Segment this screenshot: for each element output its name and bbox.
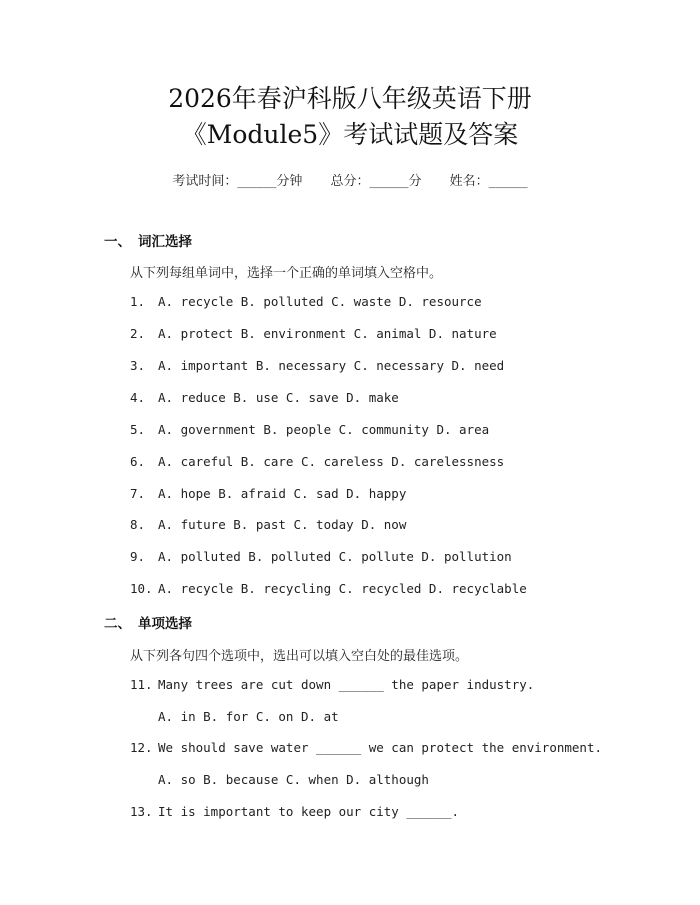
question-number: 4. [130, 390, 146, 405]
total-score-field: 总分：______分 [330, 174, 422, 189]
section-2-number: 二、 [104, 616, 131, 632]
question-item [130, 549, 512, 564]
question-options: A. in B. for C. on D. at [158, 709, 339, 724]
question-text: A. recycle B. polluted C. waste D. resource [158, 294, 482, 309]
exam-info [0, 170, 700, 189]
question-number: 1. [130, 294, 146, 309]
question-number: 8. [130, 517, 146, 532]
question-item [130, 358, 504, 373]
question-text: It is important to keep our city ______. [158, 804, 460, 819]
question-number: 9. [130, 549, 146, 564]
question-item [130, 390, 399, 405]
question-text: A. government B. people C. community D. area [158, 422, 490, 437]
question-options: A. so B. because C. when D. although [158, 772, 429, 787]
question-item [130, 326, 497, 341]
question-text: We should save water ______ we can protect the environment. [158, 740, 603, 755]
question-text: A. careful B. care C. careless D. carelessness [158, 454, 505, 469]
question-number: 3. [130, 358, 146, 373]
section-1-heading: 词汇选择 [138, 234, 192, 250]
page-title-line1: 2026年春沪科版八年级英语下册 [168, 84, 532, 113]
question-text: A. future B. past C. today D. now [158, 517, 407, 532]
question-text: A. hope B. afraid C. sad D. happy [158, 486, 407, 501]
question-number: 7. [130, 486, 146, 501]
question-item [130, 294, 482, 309]
student-name-field: 姓名：______ [449, 174, 528, 189]
section-1-instruction: 从下列每组单词中，选择一个正确的单词填入空格中。 [130, 266, 443, 281]
question-text: Many trees are cut down ______ the paper industry. [158, 677, 535, 692]
question-number: 6. [130, 454, 146, 469]
question-text: A. reduce B. use C. save D. make [158, 390, 399, 405]
question-number: 13. [130, 804, 153, 819]
section-2-heading: 单项选择 [138, 616, 192, 632]
question-text: A. recycle B. recycling C. recycled D. recyclable [158, 581, 527, 596]
section-2-title [104, 612, 192, 632]
question-item [130, 517, 406, 532]
question-item [130, 804, 459, 819]
question-item [130, 422, 489, 437]
question-item [130, 740, 602, 755]
question-item [130, 677, 534, 692]
section-2-instruction: 从下列各句四个选项中，选出可以填入空白处的最佳选项。 [130, 649, 469, 664]
question-number: 12. [130, 740, 153, 755]
question-text: A. important B. necessary C. necessary D. need [158, 358, 505, 373]
page-title-line2: 《Module5》考试试题及答案 [181, 120, 519, 149]
section-1-title [104, 230, 192, 250]
question-text: A. polluted B. polluted C. pollute D. pollution [158, 549, 512, 564]
question-number: 2. [130, 326, 146, 341]
question-item [130, 454, 504, 469]
question-item [130, 486, 406, 501]
section-1-number: 一、 [104, 234, 131, 250]
question-item [130, 581, 527, 596]
question-number: 10. [130, 581, 153, 596]
question-text: A. protect B. environment C. animal D. nature [158, 326, 497, 341]
exam-time-field: 考试时间：______分钟 [172, 174, 303, 189]
question-number: 5. [130, 422, 146, 437]
question-number: 11. [130, 677, 153, 692]
